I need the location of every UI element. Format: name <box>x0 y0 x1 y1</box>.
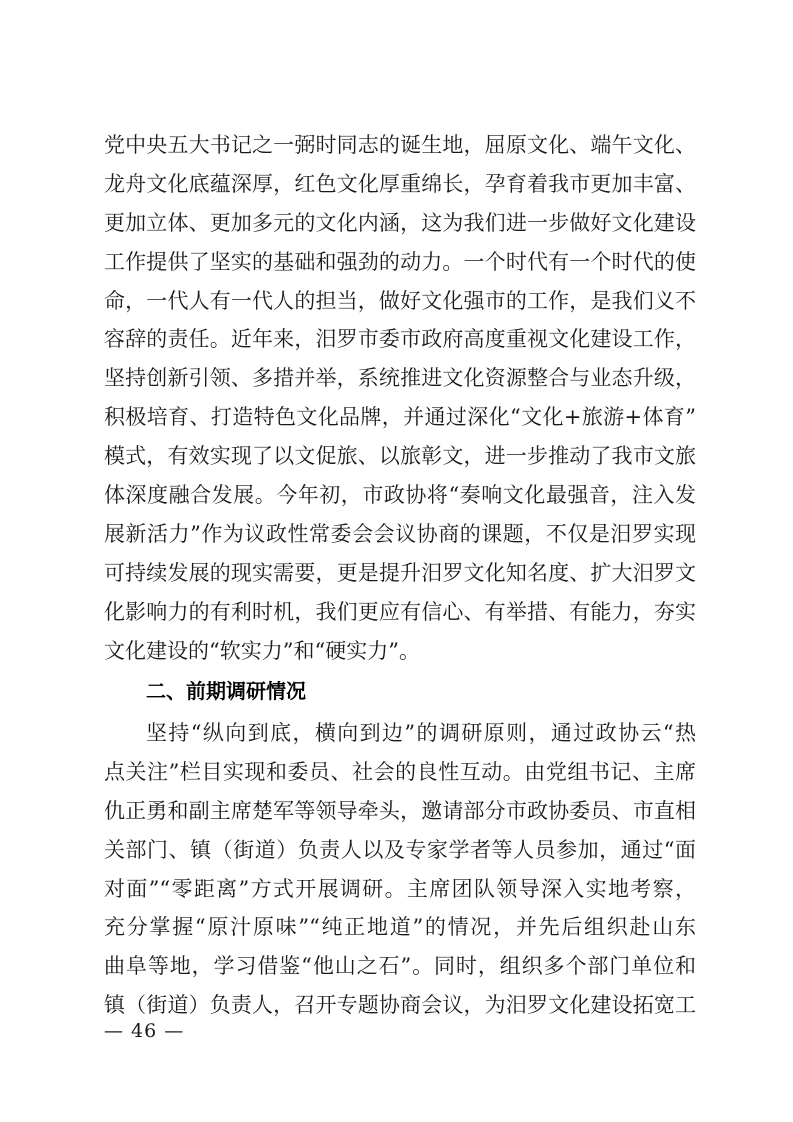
text-line: 模式，有效实现了以文促旅、以旅彰文，进一步推动了我市文旅 <box>104 444 696 469</box>
text-line: 工作提供了坚实的基础和强劲的动力。一个时代有一个时代的使 <box>104 249 696 274</box>
text-line: 可持续发展的现实需要，更是提升汨罗文化知名度、扩大汨罗文 <box>104 560 696 585</box>
paragraph-continued <box>104 126 696 670</box>
text-line: 党中央五大书记之一弼时同志的诞生地，屈原文化、端午文化、 <box>104 133 696 157</box>
text-line: 化影响力的有利时机，我们更应有信心、有举措、有能力，夯实 <box>104 599 696 624</box>
text-line: 体深度融合发展。今年初，市政协将“奏响文化最强音，注入发 <box>104 483 696 508</box>
text-line: 积极培育、打造特色文化品牌，并通过深化“文化+旅游+体育” <box>104 405 696 430</box>
text-line: 文化建设的“软实力”和“硬实力”。 <box>104 638 420 663</box>
text-line: 充分掌握“原汁原味”“纯正地道”的情况，并先后组织赴山东 <box>104 915 696 940</box>
text-line: 曲阜等地，学习借鉴“他山之石”。同时，组织多个部门单位和 <box>104 954 696 979</box>
paragraph-research <box>104 714 696 1025</box>
text-line: 更加立体、更加多元的文化内涵，这为我们进一步做好文化建设 <box>104 210 696 235</box>
text-line: 关部门、镇（街道）负责人以及专家学者等人员参加，通过“面 <box>104 837 696 862</box>
text-line: 对面”“零距离”方式开展调研。主席团队领导深入实地考察， <box>104 876 696 901</box>
text-line: 坚持创新引领、多措并举，系统推进文化资源整合与业态升级， <box>104 366 696 391</box>
text-line: 容辞的责任。近年来，汨罗市委市政府高度重视文化建设工作， <box>104 327 696 352</box>
page-number: — 46 — <box>104 1020 185 1042</box>
text-line: 展新活力”作为议政性常委会会议协商的课题，不仅是汨罗实现 <box>104 521 696 546</box>
text-line: 命，一代人有一代人的担当，做好文化强市的工作，是我们义不 <box>104 288 696 313</box>
text-line: 龙舟文化底蕴深厚，红色文化厚重绵长，孕育着我市更加丰富、 <box>104 171 696 196</box>
text-line: 坚持“纵向到底，横向到边”的调研原则，通过政协云“热 <box>146 721 696 745</box>
text-line: 镇（街道）负责人，召开专题协商会议，为汨罗文化建设拓宽工 <box>104 993 696 1018</box>
text-line: 点关注”栏目实现和委员、社会的良性互动。由党组书记、主席 <box>104 759 696 784</box>
section-heading: 二、前期调研情况 <box>146 679 306 703</box>
text-line: 仇正勇和副主席楚军等领导牵头，邀请部分市政协委员、市直相 <box>104 798 696 823</box>
